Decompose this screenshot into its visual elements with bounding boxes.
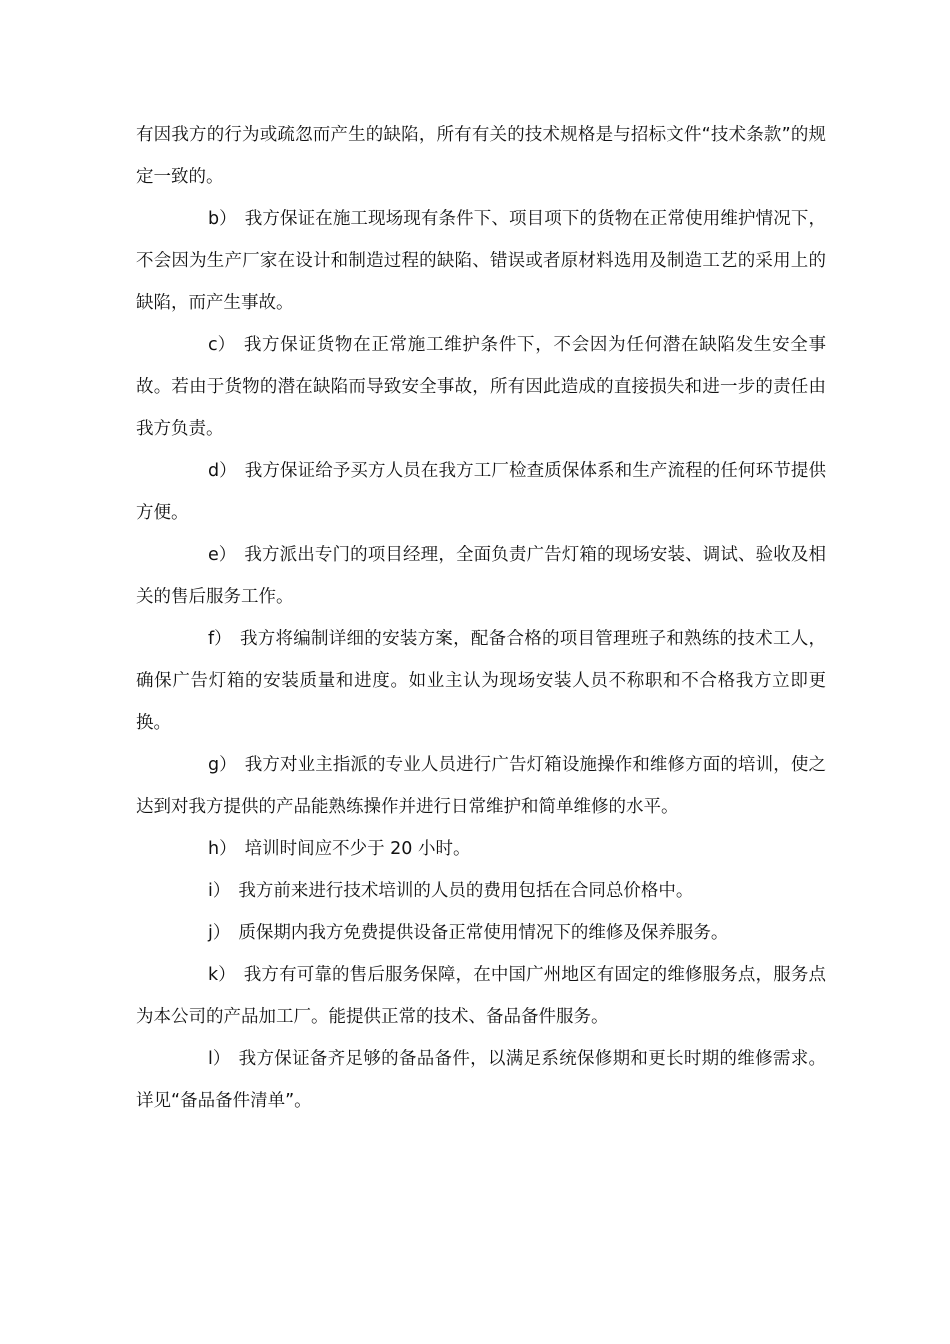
paragraph-text: 我方有可靠的售后服务保障，在中国广州地区有固定的维修服务点，服务点为本公司的产品加工厂。能提供正常的技术、备品备件服务。 — [136, 965, 826, 1027]
list-marker: f） — [208, 629, 232, 649]
paragraph-continuation — [136, 114, 826, 198]
list-marker: d） — [208, 461, 237, 481]
list-item-f — [136, 618, 826, 744]
list-item-l — [136, 1038, 826, 1122]
list-item-e — [136, 534, 826, 618]
paragraph-text: 我方前来进行技术培训的人员的费用包括在合同总价格中。 — [238, 881, 694, 901]
list-marker: l） — [208, 1049, 231, 1069]
list-marker: b） — [208, 209, 237, 229]
list-marker: g） — [208, 755, 237, 775]
paragraph-text: 我方保证备齐足够的备品备件，以满足系统保修期和更长时期的维修需求。详见“备品备件清单”。 — [136, 1049, 826, 1111]
paragraph-text: 质保期内我方免费提供设备正常使用情况下的维修及保养服务。 — [238, 923, 729, 943]
list-item-h — [136, 828, 826, 870]
list-marker: k） — [208, 965, 236, 985]
paragraph-text: 我方将编制详细的安装方案，配备合格的项目管理班子和熟练的技术工人，确保广告灯箱的安装质量和进度。如业主认为现场安装人员不称职和不合格我方立即更换。 — [136, 629, 826, 733]
list-item-i — [136, 870, 826, 912]
paragraph-text: 我方保证给予买方人员在我方工厂检查质保体系和生产流程的任何环节提供方便。 — [136, 461, 826, 523]
list-item-c — [136, 324, 826, 450]
paragraph-text: 我方派出专门的项目经理，全面负责广告灯箱的现场安装、调试、验收及相关的售后服务工作。 — [136, 545, 826, 607]
list-item-d — [136, 450, 826, 534]
list-marker: i） — [208, 881, 231, 901]
list-marker: j） — [208, 923, 231, 943]
list-item-k — [136, 954, 826, 1038]
list-marker: e） — [208, 545, 237, 565]
paragraph-text: 培训时间应不少于 20 小时。 — [244, 839, 471, 859]
paragraph-text: 我方保证货物在正常施工维护条件下，不会因为任何潜在缺陷发生安全事故。若由于货物的潜在缺陷而导致安全事故，所有因此造成的直接损失和进一步的责任由我方负责。 — [136, 335, 826, 439]
list-marker: c） — [208, 335, 236, 355]
document-body — [136, 114, 826, 1122]
list-item-j — [136, 912, 826, 954]
paragraph-text: 有因我方的行为或疏忽而产生的缺陷，所有有关的技术规格是与招标文件“技术条款”的规定一致的。 — [136, 125, 826, 187]
list-item-g — [136, 744, 826, 828]
list-item-b — [136, 198, 826, 324]
paragraph-text: 我方保证在施工现场现有条件下、项目项下的货物在正常使用维护情况下，不会因为生产厂家在设计和制造过程的缺陷、错误或者原材料选用及制造工艺的采用上的缺陷，而产生事故。 — [136, 209, 826, 313]
list-marker: h） — [208, 839, 237, 859]
paragraph-text: 我方对业主指派的专业人员进行广告灯箱设施操作和维修方面的培训，使之达到对我方提供的产品能熟练操作并进行日常维护和简单维修的水平。 — [136, 755, 826, 817]
